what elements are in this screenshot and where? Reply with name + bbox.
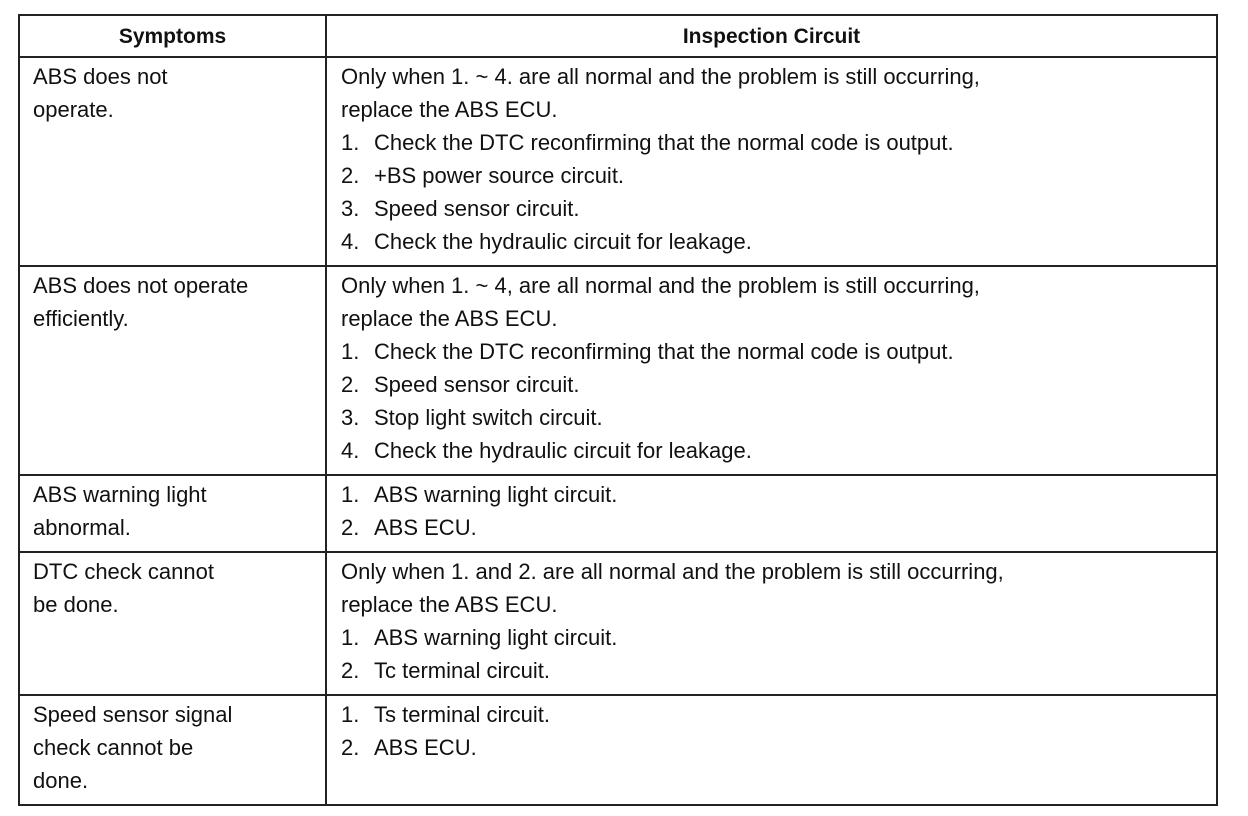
check-item xyxy=(341,401,1206,434)
check-item-text: ABS warning light circuit. xyxy=(374,482,618,507)
check-item-number: 1. xyxy=(341,130,360,155)
check-item xyxy=(341,478,1206,511)
check-item-number: 3. xyxy=(341,405,360,430)
symptom-text-line: ABS warning light xyxy=(33,482,207,507)
check-item-number: 3. xyxy=(341,196,360,221)
check-item-number: 2. xyxy=(341,163,360,188)
intro-text-line: Only when 1. and 2. are all normal and the problem is still occurring, xyxy=(341,559,1004,584)
check-item-text: Check the DTC reconfirming that the normal code is output. xyxy=(374,130,954,155)
check-item-number: 4. xyxy=(341,229,360,254)
check-item xyxy=(341,698,1206,731)
intro-text-line: replace the ABS ECU. xyxy=(341,97,558,122)
check-item xyxy=(341,159,1206,192)
check-item-text: Tc terminal circuit. xyxy=(374,658,551,683)
check-item xyxy=(341,192,1206,225)
check-item xyxy=(341,225,1206,258)
check-item-number: 2. xyxy=(341,372,360,397)
symptom-text-line: abnormal. xyxy=(33,515,131,540)
check-item xyxy=(341,621,1206,654)
check-item-text: Check the hydraulic circuit for leakage. xyxy=(374,229,752,254)
check-item-number: 2. xyxy=(341,735,360,760)
check-item-text: Speed sensor circuit. xyxy=(374,372,580,397)
inspection-table xyxy=(18,14,1218,806)
symptom-text-line: efficiently. xyxy=(33,306,129,331)
check-item-text: ABS warning light circuit. xyxy=(374,625,618,650)
check-item-text: +BS power source circuit. xyxy=(374,163,625,188)
check-item-text: ABS ECU. xyxy=(374,735,477,760)
symptom-cell xyxy=(19,475,326,552)
check-item-text: Check the DTC reconfirming that the normal code is output. xyxy=(374,339,954,364)
table-row xyxy=(19,475,1217,552)
intro-text-line: Only when 1. ~ 4. are all normal and the problem is still occurring, xyxy=(341,64,980,89)
check-item-text: Speed sensor circuit. xyxy=(374,196,580,221)
inspection-circuit-cell xyxy=(326,552,1217,695)
check-item-text: ABS ECU. xyxy=(374,515,477,540)
inspection-circuit-header: Inspection Circuit xyxy=(326,15,1217,57)
symptom-text-line: ABS does not operate xyxy=(33,273,249,298)
symptom-cell xyxy=(19,695,326,805)
table-row xyxy=(19,57,1217,266)
check-item xyxy=(341,126,1206,159)
check-item-number: 1. xyxy=(341,702,360,727)
table-body xyxy=(19,57,1217,805)
check-item-number: 2. xyxy=(341,658,360,683)
table-row xyxy=(19,695,1217,805)
table-row xyxy=(19,266,1217,475)
symptom-text-line: Speed sensor signal xyxy=(33,702,233,727)
check-item-number: 4. xyxy=(341,438,360,463)
inspection-circuit-cell xyxy=(326,57,1217,266)
inspection-circuit-cell xyxy=(326,266,1217,475)
intro-text-line: replace the ABS ECU. xyxy=(341,592,558,617)
table-row xyxy=(19,552,1217,695)
check-item-text: Check the hydraulic circuit for leakage. xyxy=(374,438,752,463)
check-item xyxy=(341,511,1206,544)
symptom-text-line: ABS does not xyxy=(33,64,168,89)
check-item-number: 1. xyxy=(341,339,360,364)
intro-text-line: replace the ABS ECU. xyxy=(341,306,558,331)
symptom-cell xyxy=(19,266,326,475)
symptom-cell xyxy=(19,57,326,266)
symptoms-header: Symptoms xyxy=(19,15,326,57)
inspection-circuit-cell xyxy=(326,475,1217,552)
intro-text-line: Only when 1. ~ 4, are all normal and the problem is still occurring, xyxy=(341,273,980,298)
check-item xyxy=(341,368,1206,401)
check-item-text: Ts terminal circuit. xyxy=(374,702,551,727)
check-item-number: 2. xyxy=(341,515,360,540)
symptom-cell xyxy=(19,552,326,695)
check-item xyxy=(341,654,1206,687)
check-item xyxy=(341,434,1206,467)
header-row xyxy=(19,15,1217,57)
check-item xyxy=(341,731,1206,764)
check-item-text: Stop light switch circuit. xyxy=(374,405,603,430)
symptom-text-line: check cannot be xyxy=(33,735,194,760)
check-item-number: 1. xyxy=(341,625,360,650)
symptom-text-line: done. xyxy=(33,768,89,793)
symptom-text-line: DTC check cannot xyxy=(33,559,214,584)
symptom-text-line: operate. xyxy=(33,97,114,122)
symptom-text-line: be done. xyxy=(33,592,119,617)
inspection-circuit-cell xyxy=(326,695,1217,805)
check-item-number: 1. xyxy=(341,482,360,507)
check-item xyxy=(341,335,1206,368)
